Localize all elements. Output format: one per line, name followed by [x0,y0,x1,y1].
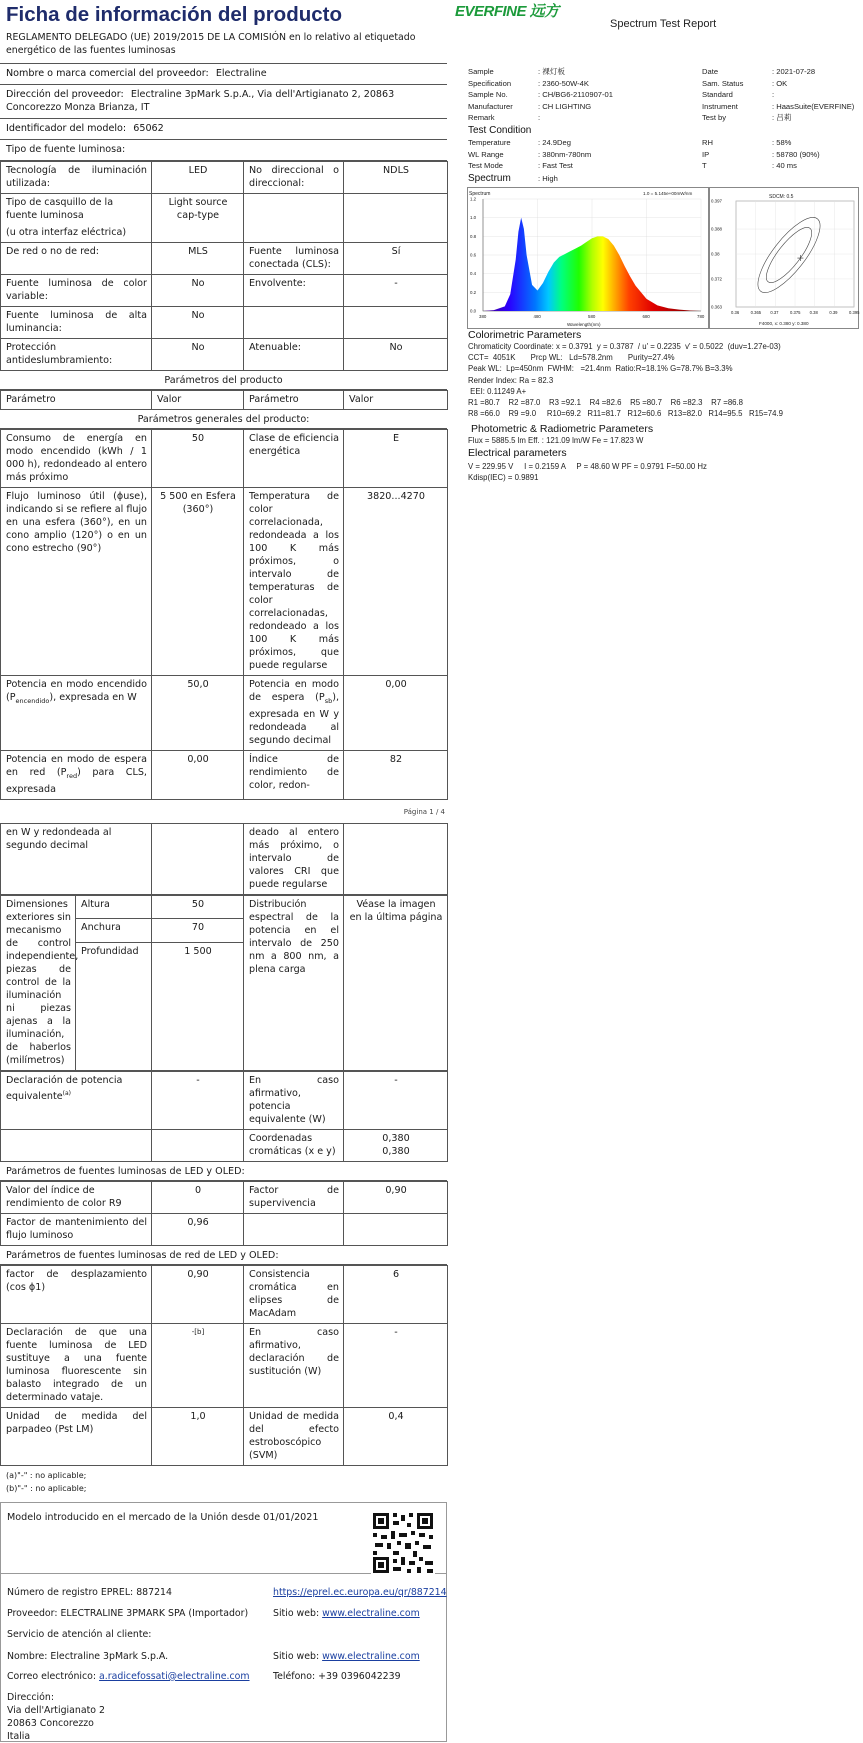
equivalent-power-value: - [344,1071,448,1129]
svm-label: Unidad de medida del efecto estroboscópico (SVM) [244,1407,344,1465]
report-field-key: T [702,161,707,171]
colorimetric-line: Chromaticity Coordinate: x = 0.3791 y = 0.3787 / u' = 0.2235 v' = 0.5022 (duv=1.27e-03) [468,342,781,351]
spectrum-y-tick: 0.4 [470,271,477,277]
phone-row [273,1670,401,1683]
spectrum-x-tick: 680 [642,314,650,319]
net-standby-cont: en W y redondeada al segundo decimal [1,823,152,894]
report-field-value: : 58% [772,138,792,147]
service-website-row [273,1650,420,1663]
model-row [0,119,447,140]
directional-value: NDLS [344,162,448,194]
tech-value: LED [152,162,244,194]
website-row [273,1607,420,1620]
anti-glare-value: No [152,339,244,371]
phone-number: +39 0396042239 [318,1670,401,1682]
service-name-row [7,1650,168,1663]
r9-label: Valor del índice de rendimiento de color R9 [1,1181,152,1213]
power-on-text-2: ), expresada en W [49,692,137,703]
cie-x-tick: 0.375 [790,310,801,315]
cap-type-label: Tipo de casquillo de la fuente luminosa [6,197,114,221]
empty-cell [1,1129,152,1161]
dimensions-label: Dimensiones exteriores sin mecanismo de control independiente, piezas de control de la iluminación ni piezas ajenas a la iluminación, de haberlos (milímetros) [1,895,76,1070]
address-label: Dirección: [7,1691,54,1703]
report-field [468,137,591,149]
colorimetric-line: R8 =66.0 R9 =9.0 R10=69.2 R11=81.7 R12=60.6 R13=82.0 R14=95.5 R15=74.9 [468,409,783,419]
model-id: 65062 [133,123,164,134]
service-website-label: Sitio web: [273,1650,320,1662]
report-field-value: : [772,90,775,100]
cri-cont: deado al entero más próximo, o intervalo de valores CRI que puede regularse [244,823,344,894]
report-field-value: : HaasSuite(EVERFINE) [772,101,855,111]
colorimetric-lines [468,341,783,419]
spectrum-x-tick: 780 [697,314,705,319]
report-field-key: Test by [702,113,727,123]
provider-label: Proveedor: [7,1607,58,1619]
address-line-1: Via dell'Artigianato 2 [7,1704,105,1716]
email-link[interactable]: a.radicefossati@electraline.com [99,1670,250,1682]
chromaticity-label: Coordenadas cromáticas (x e y) [244,1129,344,1161]
mains-value: MLS [152,243,244,275]
light-source-type-table [0,161,448,371]
flux-label: Flujo luminoso útil (ϕuse), indicando si se refiere al flujo en una esfera (360°), en un cono amplio (120°) o en un cono estrecho (90°) [1,488,152,676]
cie-x-tick: 0.365 [750,310,762,315]
cie-footer: F4000, x: 0.380 y: 0.380 [759,321,809,326]
eprel-row [7,1586,172,1599]
spectrum-xlabel: Wavelength(nm) [567,322,601,327]
report-field-key: IP [702,149,710,159]
displacement-label: factor de desplazamiento (cos ϕ1) [1,1265,152,1323]
colorimetric-title: Colorimetric Parameters [468,329,582,341]
maintenance-value: 0,96 [152,1213,244,1245]
service-name-label: Nombre: [7,1650,48,1662]
phone-label: Teléfono: [273,1670,316,1682]
date-fields [702,66,854,124]
svm-value: 0,4 [344,1407,448,1465]
header-value: Valor [152,391,244,410]
net-standby-label [1,750,152,799]
everfine-logo: EVERFINE 远方 [455,3,559,20]
product-params-title: Parámetros del producto [0,371,447,390]
report-field-key: Temperature [468,138,511,147]
cap-type-label-2: (u otra interfaz eléctrica) [6,227,127,238]
service-website-link[interactable]: www.electraline.com [322,1650,420,1662]
service-label: Servicio de atención al cliente: [7,1628,152,1640]
width-value: 70 [152,919,244,943]
flicker-value: 1,0 [152,1407,244,1465]
market-box [0,1502,447,1574]
color-variable-label: Fuente luminosa de color variable: [1,275,152,307]
replacement-power-label: En caso afirmativo, declaración de sustitución (W) [244,1323,344,1407]
test-condition-title: Test Condition [468,125,532,136]
displacement-value: 0,90 [152,1265,244,1323]
replacement-power-value: - [344,1323,448,1407]
dimmable-label: Atenuable: [244,339,344,371]
report-field-key: Sample No. [468,90,508,100]
supplier-name: Electraline [215,68,267,79]
report-field [702,78,854,90]
report-field-value: : 40 ms [772,161,797,171]
mains-label: De red o no de red: [1,243,152,275]
electrical-line: Kdisp(IEC) = 0.9891 [468,473,539,483]
address-block [7,1691,105,1743]
cap-type-cell [1,194,152,243]
spectrum-y-tick: 1.2 [470,196,477,202]
report-field-key: Date [702,67,719,76]
report-field [702,89,854,101]
cie-y-tick: 0.38 [711,251,720,257]
empty-cell [152,1129,244,1161]
spectrum-x-tick: 580 [588,314,596,319]
provider-row [7,1607,248,1620]
cls-label: Fuente luminosa conectada (CLS): [244,243,344,275]
report-field [468,160,591,172]
condition-fields-left [468,137,591,172]
report-field-key: Test Mode [468,161,504,171]
chromaticity-y: 0,380 [382,1145,410,1157]
power-on-sub: encendido [15,696,50,705]
survival-label: Factor de supervivencia [244,1181,344,1213]
high-luminance-value: No [152,307,244,339]
header-param: Parámetro [1,391,152,410]
spectrum-x-tick: 380 [479,314,487,319]
spectrum-title: Spectrum [468,173,511,184]
survival-value: 0,90 [344,1181,448,1213]
general-params-table-cont [0,823,448,895]
maintenance-label: Factor de mantenimiento del flujo luminoso [1,1213,152,1245]
sheet-title: Ficha de información del producto [6,3,342,26]
cie-x-tick: 0.37 [770,310,779,315]
website-link[interactable]: www.electraline.com [322,1607,420,1619]
dimensions-table [0,895,448,1071]
spectrum-y-tick: 0.6 [470,252,477,258]
cie-y-tick: 0.388 [711,226,722,232]
report-field [468,89,613,101]
address-line-2: 20863 Concorezzo [7,1717,94,1729]
flicker-label: Unidad de medida del parpadeo (Pst LM) [1,1407,152,1465]
cie-y-tick: 0.363 [711,304,722,310]
report-field-key: Specification [468,78,512,88]
net-standby-value: 0,00 [152,750,244,799]
contact-box [0,1574,447,1742]
supplier-address-label: Dirección del proveedor: [6,89,124,100]
report-field-value: : 380nm-780nm [538,149,592,159]
spectrum-y-tick: 0.8 [470,233,477,239]
colorimetric-line: EEI: 0.11249 A+ [468,386,527,396]
tech-label: Tecnología de iluminación utilizada: [1,162,152,194]
report-field-key: RH [702,138,713,147]
report-title: Spectrum Test Report [610,18,717,30]
report-field-value: : CH LIGHTING [538,101,592,111]
supplier-address-row [0,85,447,119]
general-params-title: Parámetros generales del producto: [0,410,447,429]
standby-value: 0,00 [344,676,448,751]
report-field [702,101,854,113]
spectrum-mode: : High [538,174,558,183]
width-label: Anchura [76,919,152,943]
model-label: Identificador del modelo: [6,123,127,134]
electrical-line: V = 229.95 V I = 0.2159 A P = 48.60 W PF = 0.9791 F=50.00 Hz [468,462,707,471]
provider-name: ELECTRALINE 3PMARK SPA (Importador) [60,1607,249,1619]
empty-cell [344,1213,448,1245]
report-field [468,66,613,78]
report-field-value: : OK [772,78,788,88]
empty-cell [344,194,448,243]
fluorescent-replacement-value: -[b] [152,1323,244,1407]
report-field-value: : 24.9Deg [538,138,571,147]
fluorescent-replacement-label: Declaración de que una fuente luminosa de LED sustituye a una fuente luminosa fluorescente sin balasto integrado de un determinado vataje. [1,1323,152,1407]
report-field-key: Instrument [702,101,738,111]
high-luminance-label: Fuente luminosa de alta luminancia: [1,307,152,339]
colorimetric-line: CCT= 4051K Prcp WL: Ld=578.2nm Purity=27.4% [468,353,675,363]
depth-value: 1 500 [152,942,244,1070]
height-label: Altura [76,895,152,919]
spectrum-scale: 1.0 = 5.145e+00mW/nm [643,191,693,196]
mains-led-params-table [0,1265,448,1466]
standby-sub: sb [324,696,333,705]
cie-x-tick: 0.36 [731,310,740,315]
standby-text: Potencia en modo de espera (P [249,679,339,703]
eprel-number: 887214 [136,1586,172,1598]
efficiency-class-label: Clase de eficiencia energética [244,430,344,488]
header-param: Parámetro [244,391,344,410]
equivalent-power-label: En caso afirmativo, potencia equivalente (W) [244,1071,344,1129]
cct-label: Temperatura de color correlacionada, redondeada a los 100 K más próximos, o intervalo de temperaturas de color correlacionadas, redondeado a los 100 K más próximos, que puede regularse [244,488,344,676]
cie-y-tick: 0.372 [711,276,722,282]
report-field-key: Standard [702,90,733,100]
email-label: Correo electrónico: [7,1670,97,1682]
footnote-a: (a)"-" : no aplicable; [6,1470,87,1480]
report-field-value: : 吕莉 [772,113,792,123]
empty-cell [152,823,244,894]
standby-label [244,676,344,751]
report-field-key: Sample [468,67,494,76]
cls-value: Sí [344,243,448,275]
report-field [702,66,854,78]
regulation-text: REGLAMENTO DELEGADO (UE) 2019/2015 DE LA COMISIÓN en lo relativo al etiquetado energético de las fuentes luminosas [0,28,447,64]
address-line-3: Italia [7,1730,31,1742]
colorimetric-line: Render Index: Ra = 82.3 [468,375,554,385]
net-standby-text-2: ) para CLS, expresada [6,766,147,795]
photometric-title: Photometric & Radiometric Parameters [471,423,654,435]
equivalent-sup: (a) [62,1089,71,1097]
spd-value: Véase la imagen en la última página [344,895,448,1070]
envelope-label: Envolvente: [244,275,344,307]
photometric-line: Flux = 5885.5 lm Eff. : 121.09 lm/W Fe = 17.823 W [468,436,644,445]
report-field-value: : 58780 (90%) [772,149,820,159]
r9-value: 0 [152,1181,244,1213]
dimmable-value: No [344,339,448,371]
report-field-value: : 裸灯板 [538,67,566,76]
energy-consumption-value: 50 [152,430,244,488]
colorimetric-line: Peak WL: Lp=450nm FWHM: =21.4nm Ratio:R=18.1% G=78.7% B=3.3% [468,364,733,374]
macadam-value: 6 [344,1265,448,1323]
spectrum-x-tick: 480 [533,314,541,319]
mains-led-params-title: Parámetros de fuentes luminosas de red de LED y OLED: [0,1246,447,1265]
spd-label: Distribución espectral de la potencia en el intervalo de 250 nm a 800 nm, a plena carga [244,895,344,1070]
directional-label: No direccional o direccional: [244,162,344,194]
chromaticity-x: 0,380 [382,1132,410,1144]
qr-code-icon[interactable] [371,1511,435,1575]
spectrum-chart [467,187,709,329]
cri-value: 82 [344,750,448,799]
cie-x-tick: 0.395 [849,310,860,315]
report-field [702,137,820,149]
spectrum-y-tick: 1.0 [470,215,477,221]
report-field [702,112,854,124]
params-header [0,390,448,410]
light-source-type-header: Tipo de fuente luminosa: [0,140,447,161]
cie-x-tick: 0.38 [809,310,818,315]
equivalent-table [0,1071,448,1162]
led-params-table [0,1181,448,1246]
cri-label: Índice de rendimiento de color, redon- [244,750,344,799]
report-field-value: : 2360-50W-4K [538,78,589,88]
sample-fields [468,66,613,124]
service-name: Electraline 3pMark S.p.A. [50,1650,169,1662]
flux-value: 5 500 en Esfera (360°) [152,488,244,676]
spectrum-axis-title: Spectrum [469,191,491,197]
report-field [468,78,613,90]
equivalent-text: Declaración de potencia equivalente [6,1074,123,1102]
footnote-b: (b)"-" : no aplicable; [6,1483,87,1493]
depth-label: Profundidad [76,942,152,1070]
report-field [702,160,820,172]
supplier-name-label: Nombre o marca comercial del proveedor: [6,68,209,79]
report-field [468,101,613,113]
power-on-value: 50,0 [152,676,244,751]
efficiency-class-value: E [344,430,448,488]
led-params-title: Parámetros de fuentes luminosas de LED y OLED: [0,1162,447,1181]
cct-value: 3820...4270 [344,488,448,676]
report-field-key: Remark [468,113,495,123]
report-field [468,149,591,161]
report-field-value: : 2021-07-28 [772,67,816,76]
report-field-key: Manufacturer [468,101,513,111]
report-field-key: Sam. Status [702,78,744,88]
report-field [468,112,613,124]
market-date: Modelo introducido en el mercado de la Unión desde 01/01/2021 [7,1511,319,1523]
cie-title: SDCM: 0.5 [769,194,794,200]
general-params-table [0,429,448,800]
supplier-address: Electraline 3pMark S.p.A., Via dell'Artigianato 2, 20863 Concorezzo Monza Brianza, IT [6,89,395,113]
macadam-label: Consistencia cromática en elipses de MacAdam [244,1265,344,1323]
equivalent-label [1,1071,152,1129]
eprel-link[interactable]: https://eprel.ec.europa.eu/qr/887214 [273,1586,447,1598]
anti-glare-label: Protección antideslumbramiento: [1,339,152,371]
report-field-value: : CH/BG6-2110907-01 [538,90,613,100]
report-field-value: : Fast Test [538,161,573,171]
condition-fields-right [702,137,820,172]
net-standby-sub: red [66,771,78,780]
empty-cell [344,307,448,339]
empty-cell [244,1213,344,1245]
power-on-text: Potencia en modo encendido (P [6,679,147,703]
height-value: 50 [152,895,244,919]
standby-text-2: ), expresada en W y redondeada al segundo decimal [249,692,339,746]
cie-chart [709,187,859,329]
net-standby-text: Potencia en modo de espera en red (P [6,753,147,778]
eprel-label: Número de registro EPREL: [7,1586,134,1598]
supplier-name-row [0,64,447,85]
empty-cell [244,194,344,243]
report-field-value: : [538,113,541,123]
header-value: Valor [344,391,448,410]
page-number: Página 1 / 4 [403,807,445,816]
power-on-label [1,676,152,751]
colorimetric-line: R1 =80.7 R2 =87.0 R3 =92.1 R4 =82.6 R5 =80.7 R6 =82.3 R7 =86.8 [468,398,744,408]
website-label: Sitio web: [273,1607,320,1619]
cap-type-value: Light source cap-type [152,194,244,243]
equivalent-value: - [152,1071,244,1129]
color-variable-value: No [152,275,244,307]
empty-cell [244,307,344,339]
empty-cell [344,823,448,894]
envelope-value: - [344,275,448,307]
cie-y-tick: 0.397 [711,198,722,204]
chromaticity-value [344,1129,448,1161]
email-row [7,1670,250,1683]
cie-x-tick: 0.39 [829,310,838,315]
spectrum-y-tick: 0.0 [470,308,477,314]
electrical-lines [468,461,707,483]
electrical-title: Electrical parameters [468,447,567,459]
spectrum-y-tick: 0.2 [470,289,477,295]
energy-consumption-label: Consumo de energía en modo encendido (kWh / 1 000 h), redondeado al entero más próximo [1,430,152,488]
report-field [702,149,820,161]
report-field-key: WL Range [468,149,504,159]
